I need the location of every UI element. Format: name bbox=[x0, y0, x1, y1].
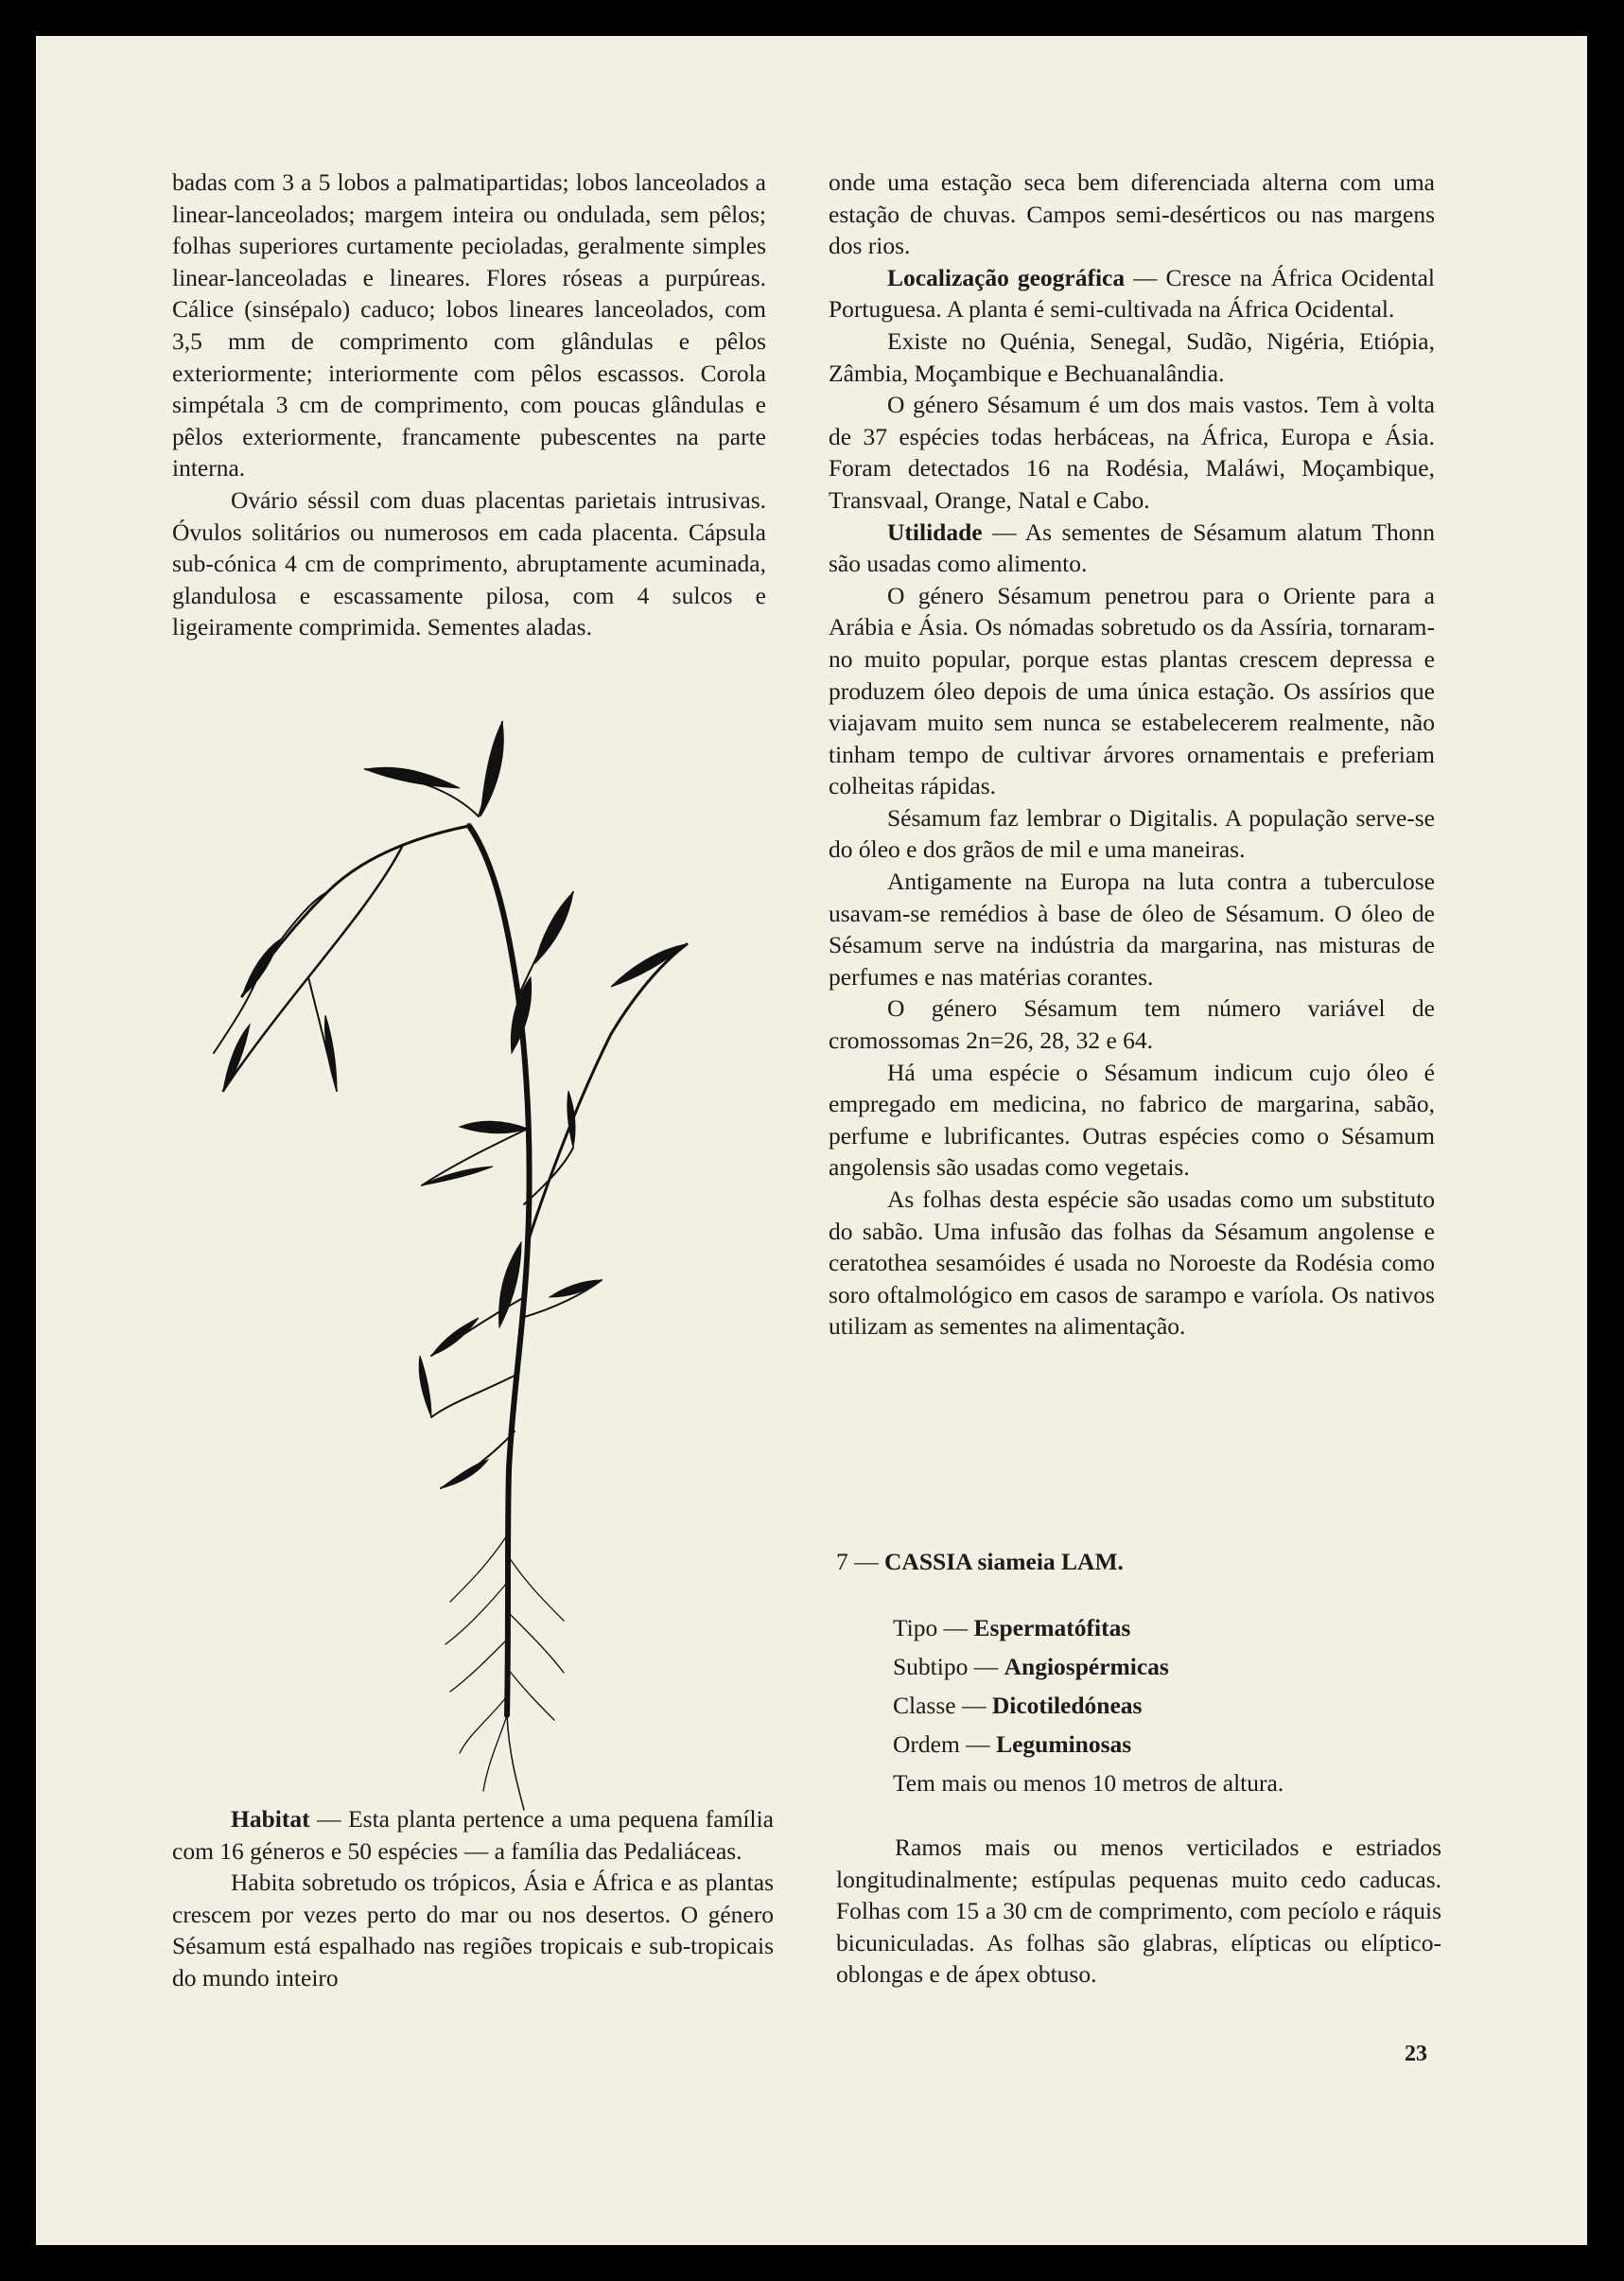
height-line: Tem mais ou menos 10 metros de altura. bbox=[893, 1769, 1284, 1797]
taxonomy-row: Ordem — Leguminosas bbox=[893, 1730, 1132, 1758]
section-heading: 7 — CASSIA siameia LAM. bbox=[836, 1548, 1124, 1575]
paragraph: badas com 3 a 5 lobos a palmatipartidas; lobos lanceolados a linear-lanceolados; margem inteira ou ondulada, sem pêlos; folhas superiores curtamente pecioladas, geralmente simples linear-lanceoladas e lineares. Flores róseas a purpúreas. Cálice (sinsépalo) caduco; lobos lineares lanceolados, com 3,5 mm de comprimento com glândulas e pêlos exteriormente; interiormente com pêlos escassos. Corola simpétala 3 cm de comprimento, com poucas glândulas e pêlos exteriormente, francamente pubescentes na parte interna. bbox=[172, 168, 766, 483]
paragraph: Utilidade — As sementes de Sésamum alatum Thonn são usadas como alimento. bbox=[829, 518, 1435, 578]
sesamum-plant-illustration bbox=[176, 712, 800, 1819]
paragraph: Localização geográfica — Cresce na África Ocidental Portuguesa. A planta é semi-cultivada na África Ocidental. bbox=[829, 263, 1435, 324]
paragraph: O género Sésamum penetrou para o Oriente para a Arábia e Ásia. Os nómadas sobretudo os da Assíria, tornaram-no muito popular, porque estas plantas crescem depressa e produzem óleo depois de uma única estação. Os assírios que viajavam muito sem nunca se estabelecerem realmente, não tinham tempo de cultivar árvores ornamentais e preferiam colheitas rápidas. bbox=[829, 581, 1435, 800]
left-column-top bbox=[172, 167, 766, 643]
paragraph: O género Sésamum tem número variável de cromossomas 2n=26, 28, 32 e 64. bbox=[829, 994, 1435, 1055]
taxonomy-row: Subtipo — Angiospérmicas bbox=[893, 1653, 1169, 1680]
paragraph: onde uma estação seca bem diferenciada alterna com uma estação de chuvas. Campos semi-desérticos ou nas margens dos rios. bbox=[829, 168, 1435, 260]
paragraph: Existe no Quénia, Senegal, Sudão, Nigéria, Etiópia, Zâmbia, Moçambique e Bechuanalândia. bbox=[829, 326, 1435, 387]
habitat-section bbox=[172, 1803, 774, 1994]
location-label: Localização geográfica bbox=[887, 263, 1126, 291]
paragraph: As folhas desta espécie são usadas como um substituto do sabão. Uma infusão das folhas da Sésamum angolense e ceratothea sesamóides é usada no Noroeste da Rodésia como soro oftalmológico em casos de sarampo e varíola. Os nativos utilizam as sementes na alimentação. bbox=[829, 1185, 1435, 1341]
paragraph: Sésamum faz lembrar o Digitalis. A população serve-se do óleo e dos grãos de mil e uma maneiras. bbox=[829, 803, 1435, 864]
paragraph: Ovário séssil com duas placentas parietais intrusivas. Óvulos solitários ou numerosos em cada placenta. Cápsula sub-cónica 4 cm de comprimento, abruptamente acuminada, glandulosa e escassamente pilosa, com 4 sulcos e ligeiramente comprimida. Sementes aladas. bbox=[172, 485, 766, 641]
paragraph: Antigamente na Europa na luta contra a tuberculose usavam-se remédios à base de óleo de Sésamum. O óleo de Sésamum serve na indústria da margarina, nas misturas de perfumes e nas matérias corantes. bbox=[829, 868, 1435, 991]
paragraph: Habita sobretudo os trópicos, Ásia e África e as plantas crescem por vezes perto do mar ou nos desertos. O género Sésamum está espalhado nas regiões tropicais e sub-tropicais do mundo inteiro bbox=[172, 1869, 774, 1991]
paragraph: O género Sésamum é um dos mais vastos. Tem à volta de 37 espécies todas herbáceas, na África, Europa e Ásia. Foram detectados 16 na Rodésia, Maláwi, Moçambique, Transvaal, Orange, Natal e Cabo. bbox=[829, 391, 1435, 514]
taxonomy-row: Tipo — Espermatófitas bbox=[893, 1614, 1131, 1641]
habitat-label: Habitat bbox=[231, 1805, 310, 1833]
paragraph: Há uma espécie o Sésamum indicum cujo óleo é empregado em medicina, no fabrico de margarina, sabão, perfume e lubrificantes. Outras espécies como o Sésamum angolensis são usadas como vegetais. bbox=[829, 1058, 1435, 1182]
taxonomy-row: Classe — Dicotiledóneas bbox=[893, 1692, 1143, 1719]
taxonomy-list bbox=[893, 1608, 1283, 1802]
paragraph: Ramos mais ou menos verticilados e estriados longitudinalmente; estípulas pequenas muito cedo caducas. Folhas com 15 a 30 cm de comprimento, com pecíolo e ráquis bicuniculadas. As folhas são glabras, elípticas ou elíptico-oblongas e de ápex obtuso. bbox=[836, 1834, 1441, 1989]
utility-label: Utilidade bbox=[887, 518, 983, 546]
right-column bbox=[829, 167, 1435, 1342]
document-page bbox=[36, 36, 1587, 2245]
cassia-description bbox=[836, 1832, 1441, 1991]
paragraph: Habitat — Esta planta pertence a uma pequena família com 16 géneros e 50 espécies — a família das Pedaliáceas. bbox=[172, 1805, 774, 1865]
page-number: 23 bbox=[1405, 2042, 1427, 2066]
